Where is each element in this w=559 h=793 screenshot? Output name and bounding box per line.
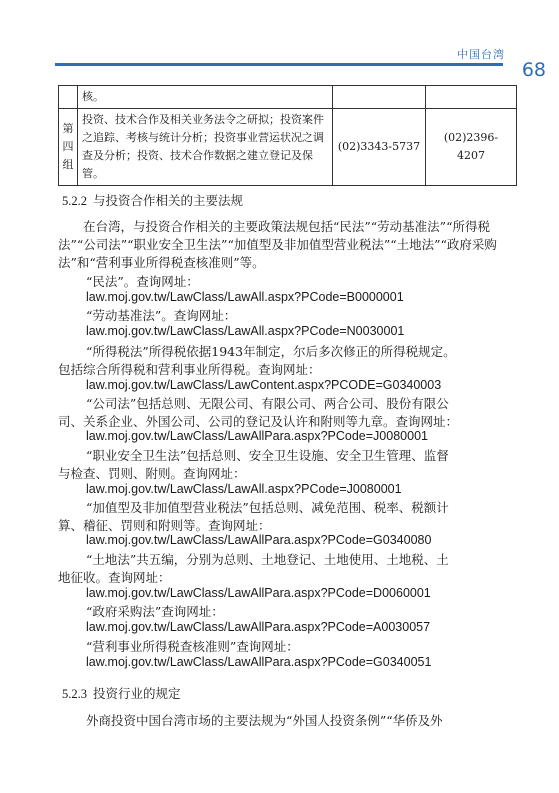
table-cell <box>426 86 517 109</box>
section-heading-523 <box>62 684 181 702</box>
table-cell: 核。 <box>78 86 333 109</box>
section-title: 投资行业的规定 <box>93 686 181 701</box>
law-labor-text: “劳动基准法”。查询网址： <box>86 308 237 323</box>
law-company-url[interactable]: law.moj.gov.tw/LawClass/LawAllPara.aspx?PCode=J0080001 <box>86 429 428 443</box>
law-procure-url[interactable]: law.moj.gov.tw/LawClass/LawAllPara.aspx?PCode=A0030057 <box>86 620 431 634</box>
section-heading-522 <box>62 191 243 209</box>
group-char: 第 <box>62 122 74 135</box>
law-safety-url[interactable]: law.moj.gov.tw/LawClass/LawAll.aspx?PCode=J0080001 <box>86 482 402 496</box>
law-safety-text-2: 与检查、罚则、附则。查询网址： <box>58 466 246 481</box>
law-land-url[interactable]: law.moj.gov.tw/LawClass/LawAllPara.aspx?PCode=D0060001 <box>86 586 431 600</box>
intro-paragraph: 在台湾，与投资合作相关的主要政策法规包括“民法”“劳动基准法”“所得税法”“公司法”“职业安全卫生法”“加值型及非加值型营业税法”“土地法”“政府采购法”和“营利事业所得税查核准则”等。 <box>58 219 497 270</box>
section-number: 5.2.2 <box>62 194 87 208</box>
group-char: 组 <box>62 158 74 171</box>
law-vat-url[interactable]: law.moj.gov.tw/LawClass/LawAllPara.aspx?PCode=G0340080 <box>86 533 432 547</box>
law-procure-text: “政府采购法”查询网址： <box>86 604 224 619</box>
law-land-text-1: “土地法”共五编，分别为总则、土地登记、土地使用、土地税、土 <box>86 552 449 567</box>
phone-cell: (02)3343-5737 <box>333 109 426 186</box>
law-minfa-url[interactable]: law.moj.gov.tw/LawClass/LawAll.aspx?PCode=B0000001 <box>86 290 404 304</box>
table-row <box>59 86 517 109</box>
law-income-url[interactable]: law.moj.gov.tw/LawClass/LawContent.aspx?PCODE=G0340003 <box>86 378 442 392</box>
table-row <box>59 109 517 186</box>
header-title: 中国台湾 <box>457 48 505 61</box>
law-income-text-1: “所得税法”所得税依据1943年制定，尔后多次修正的所得税规定。 <box>86 344 456 359</box>
fax-cell: (02)2396-4207 <box>426 109 517 186</box>
section-title: 与投资合作相关的主要法规 <box>93 193 244 208</box>
page-number: 68 <box>521 59 546 81</box>
law-minfa-text: “民法”。查询网址： <box>86 274 199 289</box>
section-number: 5.2.3 <box>62 687 87 701</box>
law-vat-text-1: “加值型及非加值型营业税法”包括总则、减免范围、税率、税额计 <box>86 500 449 515</box>
table-cell <box>333 86 426 109</box>
law-company-text-2: 司、关系企业、外国公司、公司的登记及认许和附则等九章。查询网址： <box>58 414 459 429</box>
law-labor-url[interactable]: law.moj.gov.tw/LawClass/LawAll.aspx?PCode=N0030001 <box>86 324 405 338</box>
law-income-text-2: 包括综合所得税和营利事业所得税。查询网址： <box>58 362 321 377</box>
law-company-text-1: “公司法”包括总则、无限公司、有限公司、两合公司、股份有限公 <box>86 396 449 411</box>
law-land-text-2: 地征收。查询网址： <box>58 570 171 585</box>
law-audit-text: “营利事业所得税查核准则”查询网址： <box>86 639 299 654</box>
table-cell <box>59 86 78 109</box>
law-safety-text-1: “职业安全卫生法”包括总则、安全卫生设施、安全卫生管理、监督 <box>86 448 449 463</box>
group-char: 四 <box>62 140 74 153</box>
duties-cell: 投资、技术合作及相关业务法令之研拟；投资案件之追踪、考核与统计分析；投资事业营运状况之调查及分析；投资、技术合作数据之建立登记及保管。 <box>78 109 333 186</box>
group-cell <box>59 109 78 186</box>
contact-table <box>58 85 517 186</box>
law-vat-text-2: 算、稽征、罚则和附则等。查询网址： <box>58 518 271 533</box>
header-rule <box>55 63 503 66</box>
law-audit-url[interactable]: law.moj.gov.tw/LawClass/LawAllPara.aspx?PCode=G0340051 <box>86 655 432 669</box>
closing-paragraph: 外商投资中国台湾市场的主要法规为“外国人投资条例”“华侨及外 <box>86 713 443 728</box>
